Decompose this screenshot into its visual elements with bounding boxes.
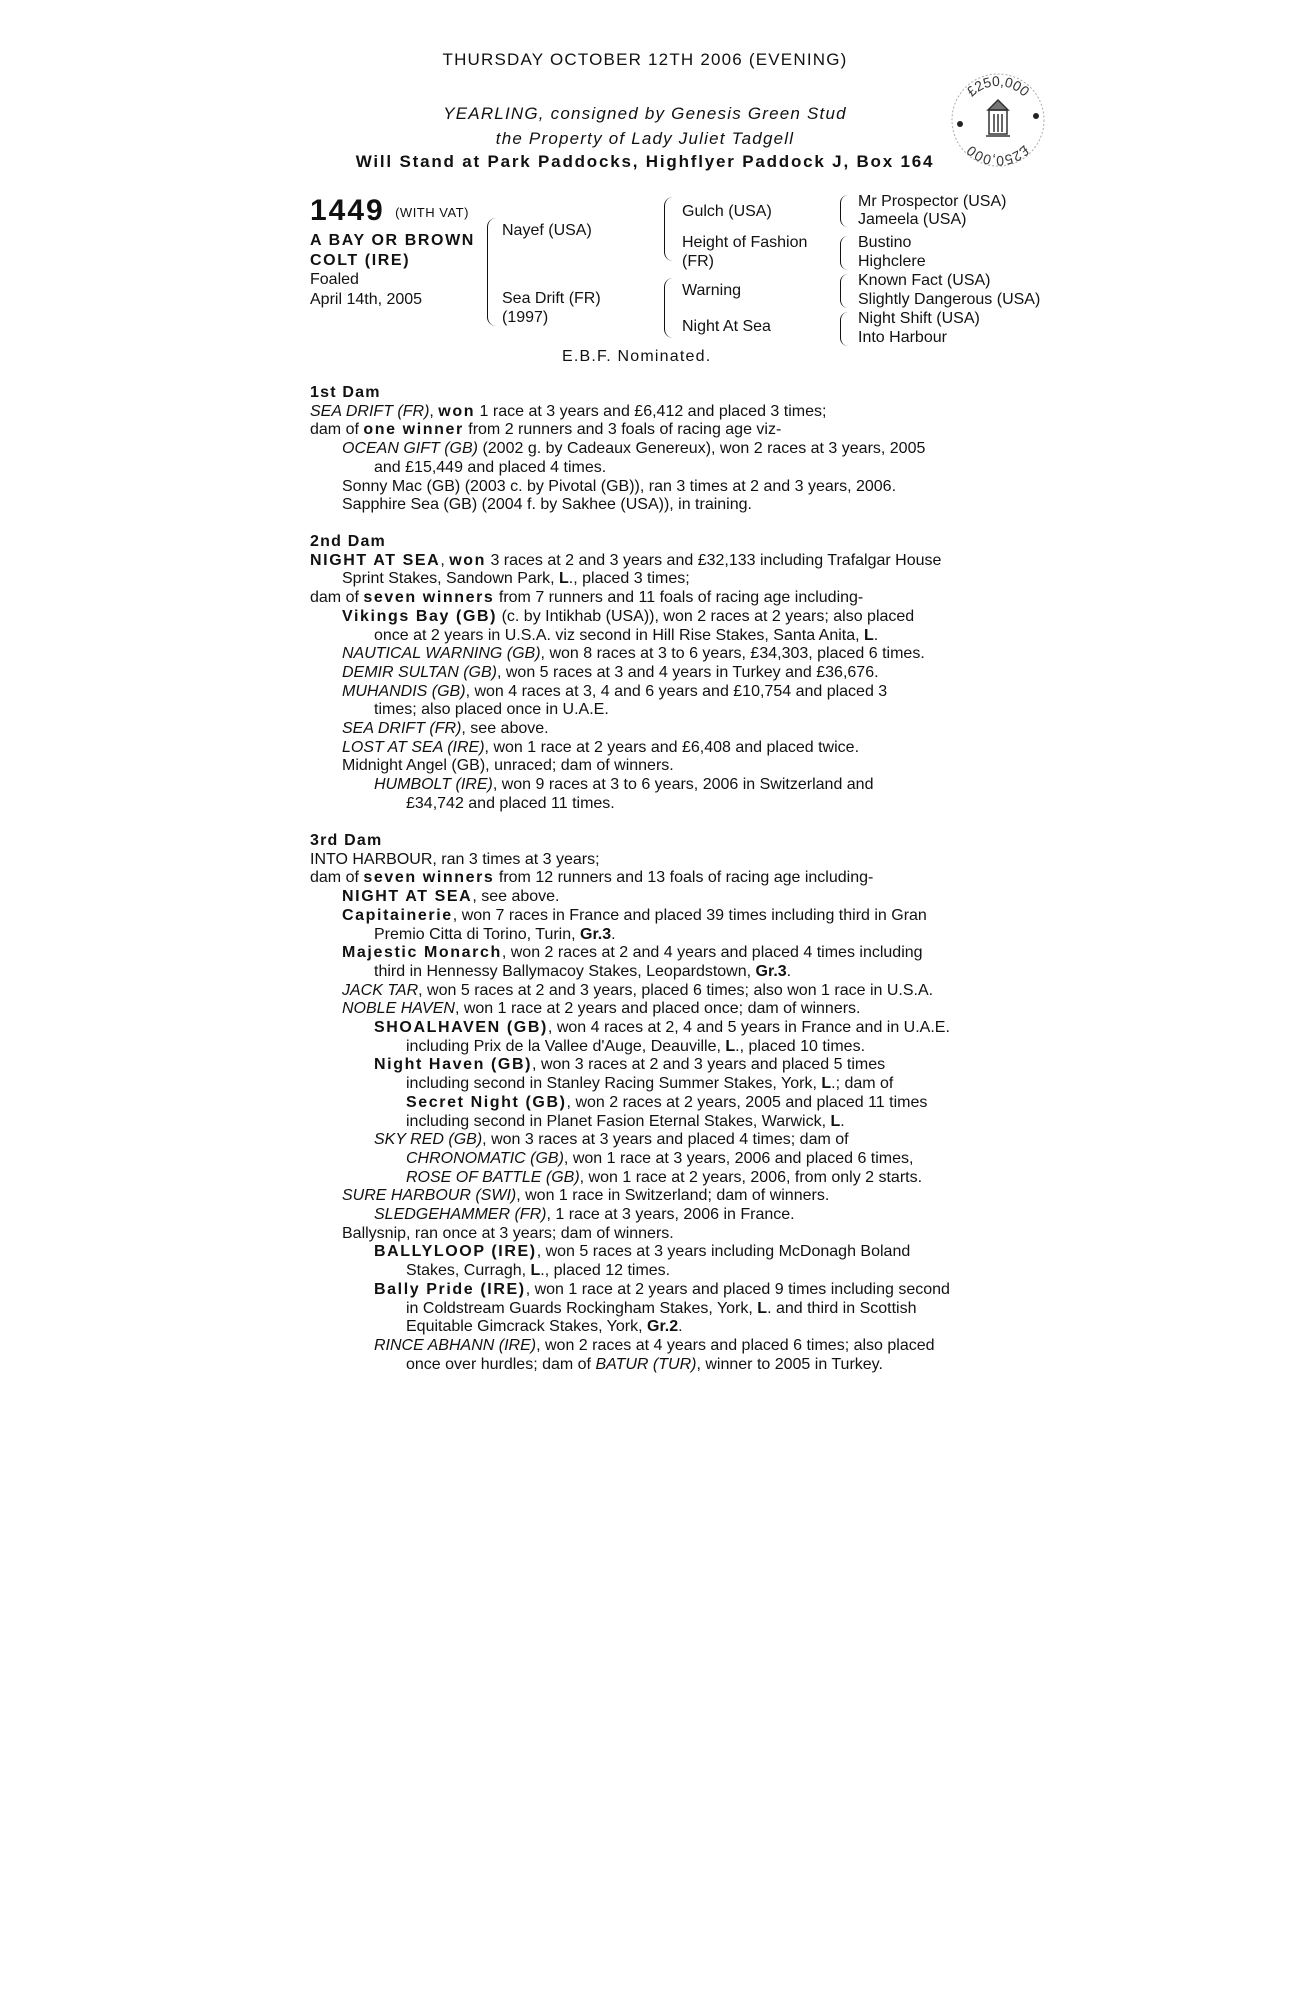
third-dam-line: SLEDGEHAMMER (FR), 1 race at 3 years, 2006 in France. [374,1206,795,1224]
second-dam-line: SEA DRIFT (FR), see above. [342,720,549,738]
third-dam-line: including Prix de la Vallee d'Auge, Deauville, L., placed 10 times. [406,1037,866,1055]
third-dam-line: SHOALHAVEN (GB), won 4 races at 2, 4 and 5 years in France and in U.A.E. [374,1019,950,1037]
g3-7: Night Shift (USA) [858,310,980,327]
pedigree-brace-5 [840,236,848,270]
third-dam-line: SURE HARBOUR (SWI), won 1 race in Switzerland; dam of winners. [342,1187,830,1205]
g3-4: Highclere [858,253,926,270]
third-dam-line: Night Haven (GB), won 3 races at 2 and 3 years and placed 5 times [374,1056,886,1074]
second-dam-line: Midnight Angel (GB), unraced; dam of winners. [342,757,674,775]
pedigree-brace-2 [664,197,673,261]
property-line: the Property of Lady Juliet Tadgell [495,129,795,148]
first-dam-line: Sonny Mac (GB) (2003 c. by Pivotal (GB)), ran 3 times at 2 and 3 years, 2006. [342,477,897,495]
pedigree-brace-7 [840,312,848,346]
first-dam-line: dam of one winner from 2 runners and 3 foals of racing age viz- [310,421,782,439]
second-dam-line: LOST AT SEA (IRE), won 1 race at 2 years and £6,408 and placed twice. [342,738,860,756]
second-dam-line: Sprint Stakes, Sandown Park, L., placed 3 times; [342,570,690,588]
third-dam-line: Equitable Gimcrack Stakes, York, Gr.2. [406,1318,683,1336]
third-dam-heading: 3rd Dam [310,832,383,849]
sire-dam: Height of Fashion [682,234,808,251]
third-dam-line: dam of seven winners from 12 runners and 13 foals of racing age including- [310,869,874,887]
second-dam-line: dam of seven winners from 7 runners and 11 foals of racing age including- [310,589,864,607]
third-dam-section [310,832,990,1374]
third-dam-line: Majestic Monarch, won 2 races at 2 and 4 years and placed 4 times including [342,944,923,962]
third-dam-line: CHRONOMATIC (GB), won 1 race at 3 years, 2006 and placed 6 times, [406,1149,914,1167]
g3-5: Known Fact (USA) [858,272,991,289]
third-dam-line: once over hurdles; dam of BATUR (TUR), winner to 2005 in Turkey. [406,1355,883,1373]
sire: Nayef (USA) [502,222,592,239]
third-dam-line: RINCE ABHANN (IRE), won 2 races at 4 years and placed 6 times; also placed [374,1336,935,1354]
third-dam-line: Secret Night (GB), won 2 races at 2 years, 2005 and placed 11 times [406,1093,928,1111]
first-dam-line: Sapphire Sea (GB) (2004 f. by Sakhee (USA)), in training. [342,496,752,514]
consignor-line: YEARLING, consigned by Genesis Green Stud [443,104,847,123]
second-dam-line: NAUTICAL WARNING (GB), won 8 races at 3 to 6 years, £34,303, placed 6 times. [342,645,925,663]
seal-text-top: £250,000 [963,72,1033,100]
pedigree-brace-1 [487,218,496,326]
location-line: Will Stand at Park Paddocks, Highflyer Paddock J, Box 164 [355,152,935,171]
third-dam-line: NOBLE HAVEN, won 1 race at 2 years and placed once; dam of winners. [342,1000,861,1018]
second-dam-line: NIGHT AT SEA, won 3 races at 2 and 3 years and £32,133 including Trafalgar House [310,551,942,569]
g3-2: Jameela (USA) [858,211,967,228]
reserve-price-seal [948,70,1048,170]
second-dam-line: £34,742 and placed 11 times. [406,794,615,812]
g3-6: Slightly Dangerous (USA) [858,291,1041,308]
third-dam-line: in Coldstream Guards Rockingham Stakes, York, L. and third in Scottish [406,1299,917,1317]
second-dam-line: Vikings Bay (GB) (c. by Intikhab (USA)), won 2 races at 2 years; also placed [342,607,915,625]
g3-1: Mr Prospector (USA) [858,193,1007,210]
third-dam-line: Bally Pride (IRE), won 1 race at 2 years and placed 9 times including second [374,1280,950,1298]
third-dam-line: BALLYLOOP (IRE), won 5 races at 3 years including McDonagh Boland [374,1243,911,1261]
sire-sire: Gulch (USA) [682,203,772,220]
first-dam-line: SEA DRIFT (FR), won 1 race at 3 years and £6,412 and placed 3 times; [310,402,827,420]
first-dam-heading: 1st Dam [310,384,381,401]
pedigree-brace-6 [840,274,848,308]
pedigree-brace-3 [664,278,673,338]
second-dam-line: times; also placed once in U.A.E. [374,701,609,719]
second-dam-line: MUHANDIS (GB), won 4 races at 3, 4 and 6 years and £10,754 and placed 3 [342,682,888,700]
lot-description-1: A BAY OR BROWN [310,232,475,249]
third-dam-line: JACK TAR, won 5 races at 2 and 3 years, placed 6 times; also won 1 race in U.S.A. [342,981,934,999]
foaled-label: Foaled [310,271,359,288]
ebf-nominated: E.B.F. Nominated. [562,348,712,365]
third-dam-line: including second in Planet Fasion Eternal Stakes, Warwick, L. [406,1112,845,1130]
sale-date-line: THURSDAY OCTOBER 12TH 2006 (EVENING) [442,50,848,69]
third-dam-line: Stakes, Curragh, L., placed 12 times. [406,1262,671,1280]
dam: Sea Drift (FR) [502,290,601,307]
dam-year: (1997) [502,309,549,326]
third-dam-line: Premio Citta di Torino, Turin, Gr.3. [374,925,616,943]
dam-sire: Warning [682,282,741,299]
first-dam-line: and £15,449 and placed 4 times. [374,458,607,476]
dam-dam: Night At Sea [682,318,771,335]
lot-description-2: COLT (IRE) [310,252,411,269]
third-dam-line: Ballysnip, ran once at 3 years; dam of winners. [342,1224,674,1242]
third-dam-line: INTO HARBOUR, ran 3 times at 3 years; [310,850,600,868]
third-dam-line: NIGHT AT SEA, see above. [342,888,560,906]
vat-note: (WITH VAT) [395,205,469,220]
pavilion-icon [986,100,1010,136]
third-dam-line: Capitainerie, won 7 races in France and placed 39 times including third in Gran [342,906,927,924]
g3-3: Bustino [858,234,912,251]
first-dam-line: OCEAN GIFT (GB) (2002 g. by Cadeaux Genereux), won 2 races at 3 years, 2005 [342,440,926,458]
second-dam-line: DEMIR SULTAN (GB), won 5 races at 3 and 4 years in Turkey and £36,676. [342,663,879,681]
g3-8: Into Harbour [858,329,947,346]
lot-number: 1449 (WITH VAT) [310,194,469,227]
third-dam-line: SKY RED (GB), won 3 races at 3 years and placed 4 times; dam of [374,1131,849,1149]
foaled-date: April 14th, 2005 [310,291,423,308]
seal-text-bottom: £250,000 [963,142,1033,170]
second-dam-section [310,533,990,814]
third-dam-line: including second in Stanley Racing Summer Stakes, York, L.; dam of [406,1075,894,1093]
first-dam-section [310,384,990,515]
third-dam-line: ROSE OF BATTLE (GB), won 1 race at 2 years, 2006, from only 2 starts. [406,1168,923,1186]
second-dam-line: HUMBOLT (IRE), won 9 races at 3 to 6 years, 2006 in Switzerland and [374,776,874,794]
third-dam-line: third in Hennessy Ballymacoy Stakes, Leopardstown, Gr.3. [374,962,792,980]
second-dam-line: once at 2 years in U.S.A. viz second in Hill Rise Stakes, Santa Anita, L. [374,626,879,644]
second-dam-heading: 2nd Dam [310,533,386,550]
pedigree-brace-4 [840,195,848,227]
sire-dam-country: (FR) [682,253,714,270]
